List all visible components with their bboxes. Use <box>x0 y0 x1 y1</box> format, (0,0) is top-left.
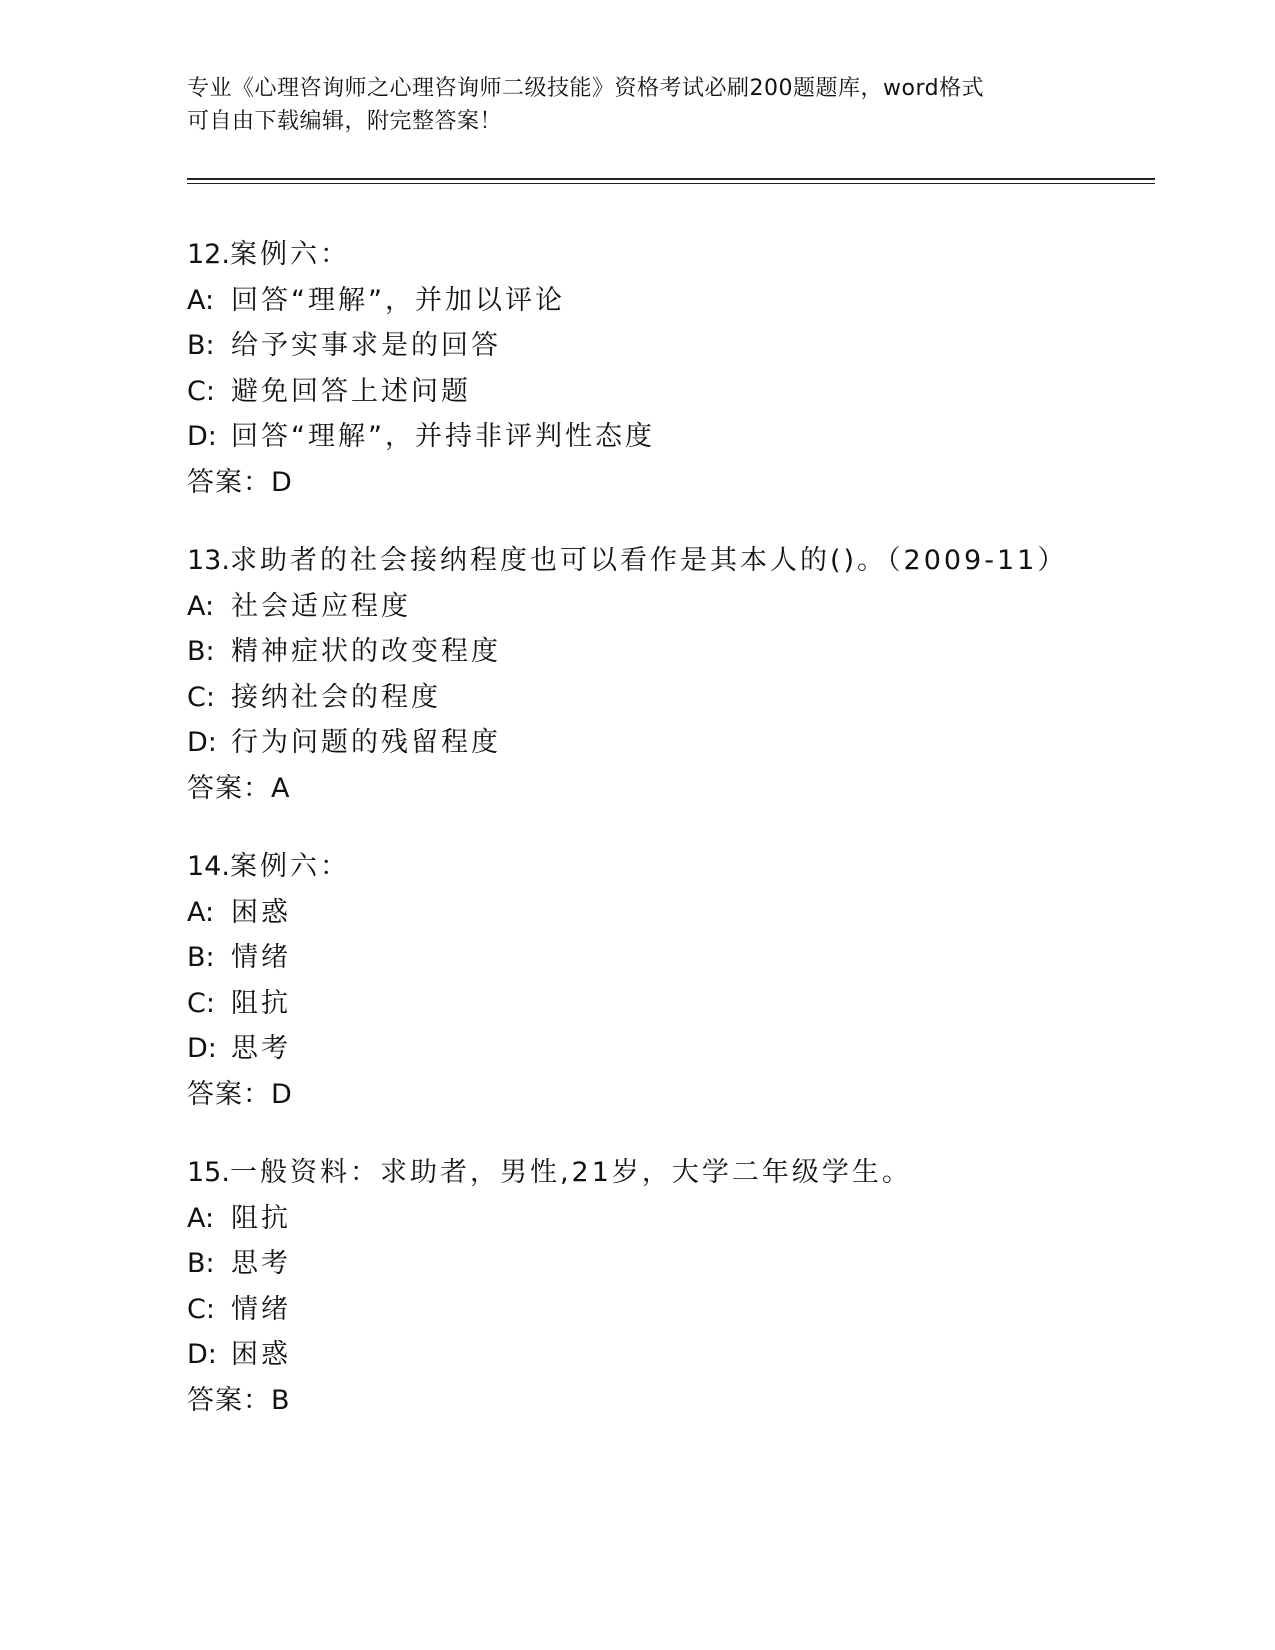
question-number: 14. <box>187 851 230 882</box>
option-key: A: <box>187 896 215 928</box>
option-b <box>187 1241 1167 1287</box>
option-key: C: <box>187 681 215 713</box>
option-key: A: <box>187 590 215 622</box>
option-key: B: <box>187 942 215 973</box>
question-13 <box>187 538 1167 811</box>
question-title <box>187 538 1167 584</box>
document-header <box>187 72 1087 138</box>
question-title <box>187 1150 1167 1196</box>
option-c <box>187 1287 1167 1333</box>
question-number: 13. <box>187 545 230 576</box>
option-key: B: <box>187 636 215 667</box>
option-a <box>187 890 1167 936</box>
option-key: C: <box>187 375 215 407</box>
option-text: 精神症状的改变程度 <box>231 636 501 667</box>
option-text: 行为问题的残留程度 <box>231 727 501 758</box>
question-text: 案例六： <box>229 851 350 882</box>
header-line-1: 专业《心理咨询师之心理咨询师二级技能》资格考试必刷200题题库，word格式 <box>187 76 985 101</box>
option-key: D: <box>187 421 217 452</box>
option-a <box>187 584 1167 630</box>
option-text: 情绪 <box>231 942 291 973</box>
option-b <box>187 323 1167 369</box>
header-line-2: 可自由下载编辑，附完整答案！ <box>187 109 503 134</box>
option-key: D: <box>187 727 217 758</box>
question-text: 求助者的社会接纳程度也可以看作是其本人的()。（2009-11） <box>229 545 1068 576</box>
option-key: D: <box>187 1339 217 1370</box>
option-key: B: <box>187 1248 215 1279</box>
answer-line: 答案：D <box>187 1078 293 1110</box>
option-c <box>187 981 1167 1027</box>
option-a <box>187 278 1167 324</box>
option-key: C: <box>187 1293 215 1325</box>
question-14 <box>187 844 1167 1117</box>
question-number: 12. <box>187 239 230 270</box>
option-text: 情绪 <box>231 1293 291 1325</box>
option-d <box>187 1026 1167 1072</box>
option-key: D: <box>187 1033 217 1064</box>
option-b <box>187 629 1167 675</box>
option-text: 阻抗 <box>231 1202 291 1234</box>
option-text: 阻抗 <box>231 987 291 1019</box>
option-text: 接纳社会的程度 <box>231 681 441 713</box>
header-divider-top <box>187 178 1155 180</box>
option-d <box>187 414 1167 460</box>
option-text: 思考 <box>231 1248 291 1279</box>
answer-line: 答案：D <box>187 466 293 498</box>
option-text: 思考 <box>231 1033 291 1064</box>
option-a <box>187 1196 1167 1242</box>
question-title <box>187 844 1167 890</box>
option-key: A: <box>187 1202 215 1234</box>
question-text: 一般资料：求助者，男性,21岁，大学二年级学生。 <box>229 1157 912 1188</box>
option-key: A: <box>187 284 215 316</box>
question-15 <box>187 1150 1167 1423</box>
option-d <box>187 720 1167 766</box>
option-c <box>187 369 1167 415</box>
option-text: 困惑 <box>231 1339 291 1370</box>
option-text: 回答“理解”，并加以评论 <box>231 284 565 316</box>
option-d <box>187 1332 1167 1378</box>
question-number: 15. <box>187 1157 230 1188</box>
option-text: 避免回答上述问题 <box>231 375 471 407</box>
answer-line: 答案：B <box>187 1384 291 1416</box>
option-text: 困惑 <box>231 896 291 928</box>
question-list <box>187 232 1167 1456</box>
question-text: 案例六： <box>229 239 350 270</box>
question-title <box>187 232 1167 278</box>
question-12 <box>187 232 1167 505</box>
option-key: C: <box>187 987 215 1019</box>
answer-line: 答案：A <box>187 772 291 804</box>
option-text: 回答“理解”，并持非评判性态度 <box>231 421 655 452</box>
header-divider-bottom <box>187 183 1155 184</box>
option-b <box>187 935 1167 981</box>
option-c <box>187 675 1167 721</box>
option-key: B: <box>187 330 215 361</box>
option-text: 给予实事求是的回答 <box>231 330 501 361</box>
option-text: 社会适应程度 <box>231 590 411 622</box>
